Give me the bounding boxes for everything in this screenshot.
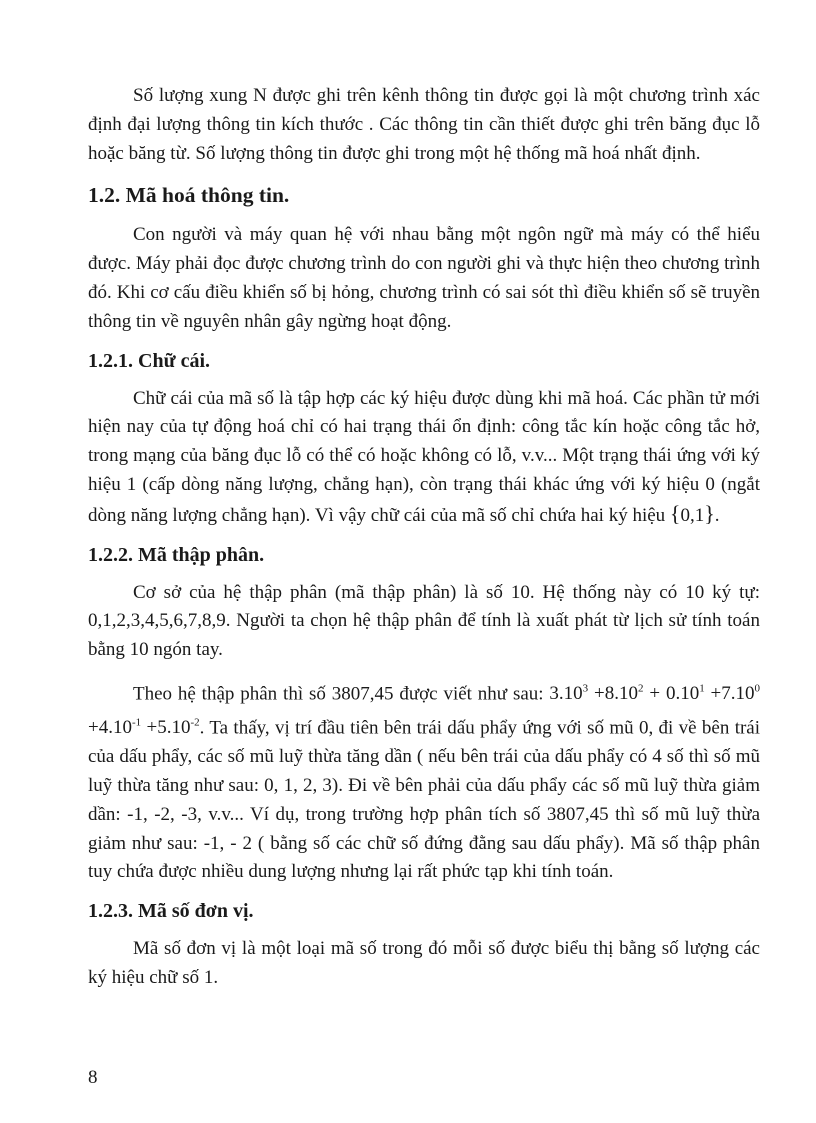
power-term-separator: + [704, 683, 722, 705]
section-1-2-2-paragraph-2 [88, 675, 760, 887]
power-term-base: 0.10 [665, 683, 700, 705]
section-1-2-2-paragraph-1: Cơ sở của hệ thập phân (mã thập phân) là số 10. Hệ thống này có 10 ký tự: 0,1,2,3,4,5,6,7,8,9. Người ta chọn hệ thập phân để tính là xuất phát từ lịch sử tính toán bằng 10 ngón tay. [88, 581, 760, 661]
power-term-separator: + [643, 683, 666, 705]
page-content [88, 82, 760, 993]
power-term-base: 7.10 [721, 683, 755, 705]
power-term-exponent: 0 [754, 682, 761, 695]
section-1-2-1-paragraph [88, 385, 760, 531]
set-members: 0,1 [680, 504, 705, 526]
power-term-separator: + [588, 683, 605, 705]
set-open-brace: { [669, 500, 681, 526]
power-term-exponent: 3 [582, 682, 589, 695]
power-term-base: 3.10 [549, 683, 583, 705]
power-term-exponent: -1 [131, 717, 142, 730]
power-term-base: 4.10 [98, 717, 132, 739]
power-term-separator: + [141, 717, 158, 739]
section-heading-1-2-2: 1.2.2. Mã thập phân. [88, 543, 265, 566]
section-heading-1-2: 1.2. Mã hoá thông tin. [88, 183, 290, 208]
power-term-base: 8.10 [604, 683, 638, 705]
page-number: 8 [88, 1067, 98, 1088]
alphabet-text: Chữ cái của mã số là tập hợp các ký hiệu được dùng khi mã hoá. Các phần tử mới hiện nay của tự động hoá chỉ có hai trạng thái ổn định: công tắc kín hoặc công tắc hở, trong mạng của băng đục lỗ có thể có hoặc không có lỗ, v.v... Một trạng thái ứng với ký hiệu 1 (cấp dòng năng lượng, chẳng hạn), còn trạng thái khác ứng với ký hiệu 0 (ngắt dòng năng lượng chẳng hạn). Vì vậy chữ cái của mã số chỉ chứa hai ký hiệu [88, 387, 760, 526]
power-term-exponent: 2 [638, 682, 644, 695]
decimal-explanation: . Ta thấy, vị trí đầu tiên bên trái dấu phẩy ứng với số mũ 0, đi về bên trái của dấu phẩy, các số mũ luỹ thừa tăng dần ( nếu bên trái của dấu phẩy có 4 số thì số mũ luỹ thừa tăng như sau: 0, 1, 2, 3). Đi về bên phải của dấu phẩy các số mũ luỹ thừa giảm dần: -1, -2, -3, v.v... Ví dụ, trong trường hợp phân tích số 3807,45 thì số mũ luỹ thừa giảm như sau: -1, - 2 ( bằng số các chữ số đứng đằng sau dấu phẩy). Mã số thập phân tuy chứa được nhiều dung lượng nhưng lại rất phức tạp khi tính toán. [88, 717, 761, 883]
power-term-base: 5.10 [157, 717, 191, 739]
section-1-2-paragraph: Con người và máy quan hệ với nhau bằng một ngôn ngữ mà máy có thể hiểu được. Máy phải đọc được chương trình do con người ghi và thực hiện theo chương trình đó. Khi cơ cấu điều khiển số bị hỏng, chương trình có sai sót thì điều khiển số sẽ truyền thông tin về nguyên nhân gây ngừng hoạt động. [88, 224, 760, 332]
sentence-end: . [714, 504, 720, 526]
intro-paragraph: Số lượng xung N được ghi trên kênh thông tin được gọi là một chương trình xác định đại lượng thông tin kích thước . Các thông tin cần thiết được ghi trên băng đục lỗ hoặc băng từ. Số lượng thông tin được ghi trong một hệ thống mã hoá nhất định. [88, 85, 760, 164]
section-heading-1-2-3: 1.2.3. Mã số đơn vị. [88, 900, 254, 923]
section-1-2-3-paragraph: Mã số đơn vị là một loại mã số trong đó mỗi số được biểu thị bằng số lượng các ký hiệu chữ số 1. [88, 938, 760, 988]
power-term-exponent: 1 [699, 682, 705, 695]
section-heading-1-2-1: 1.2.1. Chữ cái. [88, 349, 211, 372]
decimal-intro: Theo hệ thập phân thì số 3807,45 được viết như sau: [133, 683, 550, 705]
set-close-brace: } [704, 500, 715, 526]
power-term-exponent: -2 [190, 717, 200, 730]
power-term-separator: + [88, 717, 99, 739]
